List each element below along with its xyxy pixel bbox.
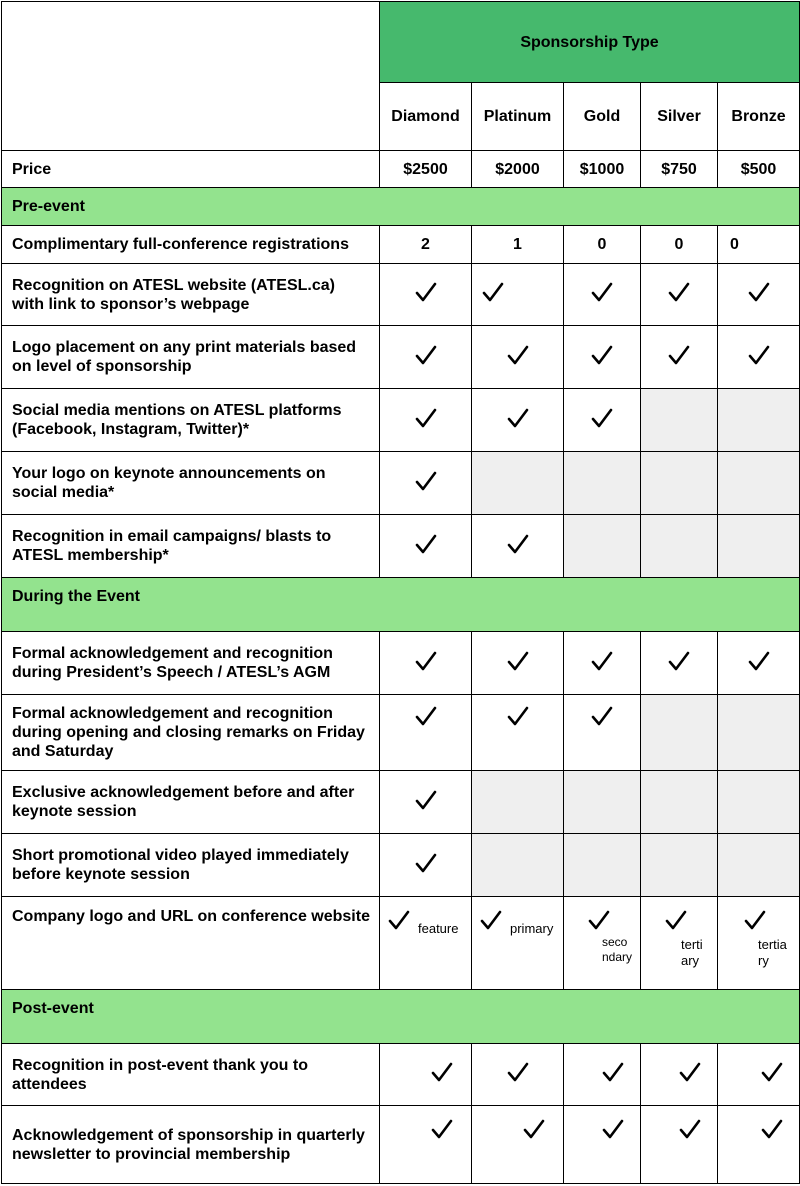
empty-cell bbox=[718, 452, 800, 515]
empty-cell bbox=[564, 834, 641, 897]
empty-cell bbox=[641, 515, 718, 578]
checkmark-icon bbox=[668, 344, 690, 366]
checkmark-icon bbox=[507, 705, 529, 727]
section-pre-event: Pre-event bbox=[2, 188, 800, 226]
table-row bbox=[2, 695, 800, 771]
table-row bbox=[2, 389, 800, 452]
empty-cell bbox=[718, 389, 800, 452]
table-row bbox=[2, 771, 800, 834]
tier-note: seco ndary bbox=[602, 935, 633, 964]
empty-cell bbox=[472, 452, 564, 515]
empty-cell bbox=[718, 834, 800, 897]
row-label: Logo placement on any print materials based on level of sponsorship bbox=[2, 326, 380, 389]
checkmark-icon bbox=[415, 281, 437, 303]
checkmark-icon bbox=[761, 1061, 783, 1083]
checkmark-icon bbox=[602, 1118, 624, 1140]
tier-note: tertia ry bbox=[758, 937, 787, 968]
empty-cell bbox=[641, 452, 718, 515]
empty-cell bbox=[718, 771, 800, 834]
tier-platinum: Platinum bbox=[472, 83, 564, 151]
checkmark-icon bbox=[591, 407, 613, 429]
row-label: Recognition in post-event thank you to attendees bbox=[2, 1044, 380, 1106]
tier-silver: Silver bbox=[641, 83, 718, 151]
empty-cell bbox=[718, 695, 800, 771]
table-row bbox=[2, 834, 800, 897]
empty-cell bbox=[641, 695, 718, 771]
checkmark-icon bbox=[482, 281, 504, 303]
checkmark-icon bbox=[431, 1118, 453, 1140]
checkmark-icon bbox=[415, 650, 437, 672]
checkmark-icon bbox=[507, 533, 529, 555]
row-label: Company logo and URL on conference website bbox=[2, 897, 380, 990]
checkmark-icon bbox=[415, 852, 437, 874]
tier-note: feature bbox=[418, 921, 459, 936]
checkmark-icon bbox=[415, 789, 437, 811]
sponsorship-type-header: Sponsorship Type bbox=[380, 2, 800, 83]
empty-cell bbox=[564, 452, 641, 515]
row-label: Exclusive acknowledgement before and after keynote session bbox=[2, 771, 380, 834]
table-row bbox=[2, 151, 800, 188]
row-label: Acknowledgement of sponsorship in quarterly newsletter to provincial membership bbox=[2, 1106, 380, 1184]
checkmark-icon bbox=[668, 281, 690, 303]
checkmark-icon bbox=[523, 1118, 545, 1140]
checkmark-icon bbox=[591, 650, 613, 672]
table-row bbox=[2, 897, 800, 990]
checkmark-icon bbox=[415, 344, 437, 366]
table-row bbox=[2, 326, 800, 389]
row-label: Recognition on ATESL website (ATESL.ca) with link to sponsor’s webpage bbox=[2, 264, 380, 326]
table-row bbox=[2, 1044, 800, 1106]
checkmark-icon bbox=[602, 1061, 624, 1083]
section-during-event: During the Event bbox=[2, 578, 800, 632]
checkmark-icon bbox=[748, 281, 770, 303]
checkmark-icon bbox=[665, 909, 687, 931]
value-bronze: 0 bbox=[718, 226, 800, 264]
checkmark-icon bbox=[480, 909, 502, 931]
checkmark-icon bbox=[507, 344, 529, 366]
empty-cell bbox=[472, 771, 564, 834]
checkmark-icon bbox=[431, 1061, 453, 1083]
section-post-event: Post-event bbox=[2, 990, 800, 1044]
price-gold: $1000 bbox=[564, 151, 641, 188]
row-label: Your logo on keynote announcements on social media* bbox=[2, 452, 380, 515]
row-label: Social media mentions on ATESL platforms (Facebook, Instagram, Twitter)* bbox=[2, 389, 380, 452]
table-row bbox=[2, 226, 800, 264]
table-row bbox=[2, 1106, 800, 1184]
value-silver: 0 bbox=[641, 226, 718, 264]
table-row bbox=[2, 452, 800, 515]
tier-gold: Gold bbox=[564, 83, 641, 151]
row-label: Complimentary full-conference registrations bbox=[2, 226, 380, 264]
empty-cell bbox=[472, 834, 564, 897]
empty-cell bbox=[641, 834, 718, 897]
checkmark-icon bbox=[507, 407, 529, 429]
value-platinum: 1 bbox=[472, 226, 564, 264]
price-diamond: $2500 bbox=[380, 151, 472, 188]
row-label: Formal acknowledgement and recognition during opening and closing remarks on Friday and Saturday bbox=[2, 695, 380, 771]
empty-cell bbox=[564, 515, 641, 578]
tier-bronze: Bronze bbox=[718, 83, 800, 151]
checkmark-icon bbox=[415, 705, 437, 727]
checkmark-icon bbox=[591, 281, 613, 303]
row-label: Formal acknowledgement and recognition during President’s Speech / ATESL’s AGM bbox=[2, 632, 380, 695]
value-gold: 0 bbox=[564, 226, 641, 264]
price-silver: $750 bbox=[641, 151, 718, 188]
tier-note: terti ary bbox=[681, 937, 703, 968]
price-bronze: $500 bbox=[718, 151, 800, 188]
table-row bbox=[2, 264, 800, 326]
checkmark-icon bbox=[591, 705, 613, 727]
empty-cell bbox=[641, 771, 718, 834]
empty-cell bbox=[564, 771, 641, 834]
price-platinum: $2000 bbox=[472, 151, 564, 188]
checkmark-icon bbox=[761, 1118, 783, 1140]
checkmark-icon bbox=[748, 344, 770, 366]
checkmark-icon bbox=[415, 407, 437, 429]
checkmark-icon bbox=[744, 909, 766, 931]
empty-cell bbox=[718, 515, 800, 578]
checkmark-icon bbox=[388, 909, 410, 931]
row-label: Short promotional video played immediately before keynote session bbox=[2, 834, 380, 897]
table-row bbox=[2, 515, 800, 578]
tier-note: primary bbox=[510, 921, 554, 936]
sponsorship-table bbox=[1, 1, 800, 1184]
checkmark-icon bbox=[507, 1061, 529, 1083]
checkmark-icon bbox=[591, 344, 613, 366]
header-blank-cell bbox=[2, 2, 380, 151]
row-label: Recognition in email campaigns/ blasts to ATESL membership* bbox=[2, 515, 380, 578]
table-row bbox=[2, 632, 800, 695]
tier-diamond: Diamond bbox=[380, 83, 472, 151]
checkmark-icon bbox=[415, 533, 437, 555]
empty-cell bbox=[641, 389, 718, 452]
checkmark-icon bbox=[748, 650, 770, 672]
checkmark-icon bbox=[588, 909, 610, 931]
checkmark-icon bbox=[679, 1118, 701, 1140]
checkmark-icon bbox=[415, 470, 437, 492]
checkmark-icon bbox=[679, 1061, 701, 1083]
checkmark-icon bbox=[507, 650, 529, 672]
checkmark-icon bbox=[668, 650, 690, 672]
price-label: Price bbox=[2, 151, 380, 188]
value-diamond: 2 bbox=[380, 226, 472, 264]
